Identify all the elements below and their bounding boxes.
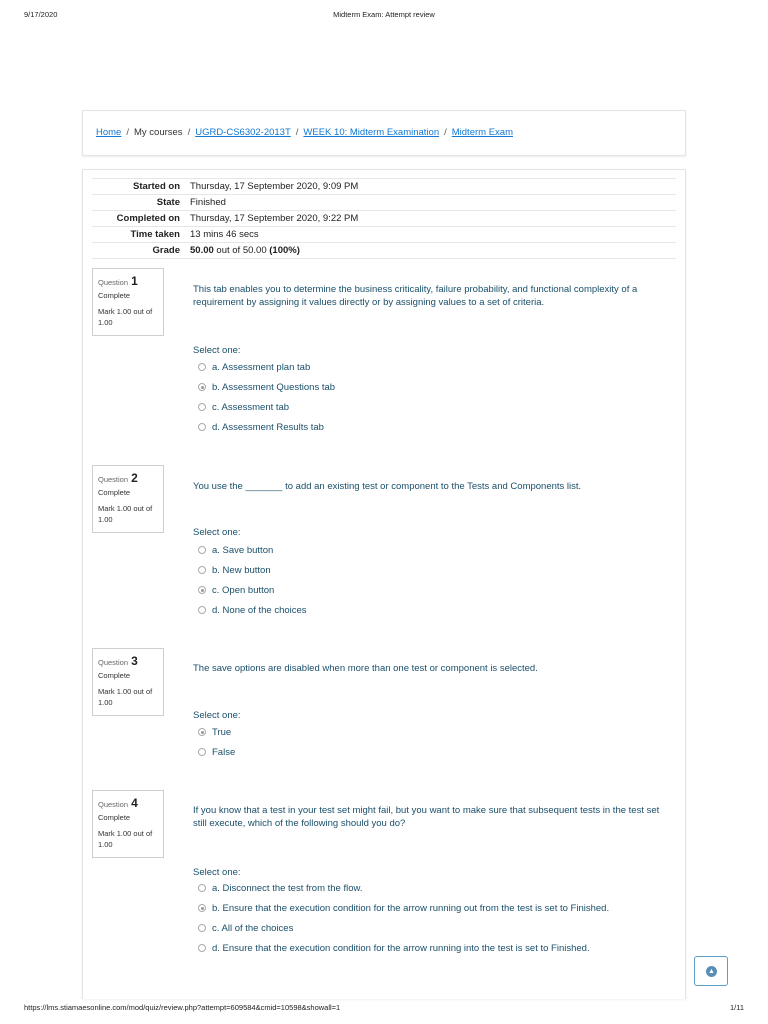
answer-option-label: True [212, 727, 232, 738]
radio-checked-icon[interactable] [198, 904, 206, 912]
answer-option[interactable] [198, 883, 363, 894]
breadcrumb-exam-link[interactable]: Midterm Exam [451, 127, 513, 138]
answer-option[interactable] [198, 402, 289, 413]
question-number-value: 3 [131, 654, 138, 668]
question-text-4: If you know that a test in your test set might fail, but you want to make sure that subsequent tests in the test set still execute, which of the following should you do? [193, 805, 660, 829]
answer-option[interactable] [198, 923, 293, 934]
attempt-summary-table [92, 178, 676, 259]
answer-option-label: a. Save button [212, 545, 274, 556]
print-title: Midterm Exam: Attempt review [333, 10, 435, 19]
print-footer [24, 1003, 744, 1015]
question-info-2 [92, 465, 164, 533]
select-one-label: Select one: [193, 527, 241, 538]
radio-icon[interactable] [198, 423, 206, 431]
scroll-to-top-button[interactable] [694, 956, 728, 986]
breadcrumb-course-link[interactable]: UGRD-CS6302-2013T [195, 127, 291, 138]
chevron-up-icon: ▲ [706, 966, 717, 977]
completed-on-label: Completed on [92, 211, 190, 227]
radio-icon[interactable] [198, 566, 206, 574]
answer-option[interactable] [198, 903, 609, 914]
started-on-label: Started on [92, 179, 190, 195]
answer-option-label: b. New button [212, 565, 271, 576]
radio-checked-icon[interactable] [198, 383, 206, 391]
answer-option[interactable] [198, 565, 271, 576]
question-text-1: This tab enables you to determine the business criticality, failure probability, and functional complexity of a requirement by assigning it values directly or by assigning values to a set of criteria. [193, 284, 638, 308]
breadcrumb-separator: / [187, 127, 191, 138]
select-one-label: Select one: [193, 710, 241, 721]
question-state: Complete [98, 671, 131, 680]
summary-row-grade [92, 243, 676, 259]
answer-option-label: a. Disconnect the test from the flow. [212, 883, 363, 894]
summary-row-completed [92, 211, 676, 227]
summary-row-started [92, 179, 676, 195]
question-number [98, 274, 158, 288]
question-info-3 [92, 648, 164, 716]
question-number [98, 796, 158, 810]
answer-option-label: c. Assessment tab [212, 402, 290, 413]
answer-option[interactable] [198, 545, 273, 556]
question-text-3: The save options are disabled when more than one test or component is selected. [193, 663, 538, 674]
radio-icon[interactable] [198, 884, 206, 892]
question-mark: Mark 1.00 out of 1.00 [98, 687, 153, 707]
question-number [98, 471, 158, 485]
time-taken-label: Time taken [92, 227, 190, 243]
summary-row-state [92, 195, 676, 211]
answer-option[interactable] [198, 605, 307, 616]
answer-option[interactable] [198, 382, 335, 393]
summary-row-time [92, 227, 676, 243]
answer-option-label: d. Assessment Results tab [212, 422, 324, 433]
started-on-value: Thursday, 17 September 2020, 9:09 PM [190, 179, 676, 195]
question-text-2: You use the _______ to add an existing test or component to the Tests and Components list. [193, 481, 582, 492]
answer-option-label: d. None of the choices [212, 605, 307, 616]
breadcrumb-separator: / [295, 127, 299, 138]
grade-out-of: out of 50.00 [213, 245, 270, 256]
question-number [98, 654, 158, 668]
question-number-value: 1 [131, 274, 138, 288]
radio-icon[interactable] [198, 748, 206, 756]
question-label: Question [98, 800, 129, 809]
question-info-4 [92, 790, 164, 858]
answer-option-label: c. All of the choices [212, 923, 294, 934]
time-taken-value: 13 mins 46 secs [190, 227, 676, 243]
breadcrumb-box [82, 110, 686, 156]
breadcrumb-separator: / [126, 127, 129, 138]
state-label: State [92, 195, 190, 211]
grade-label: Grade [92, 243, 190, 259]
answer-option-label: b. Ensure that the execution condition for the arrow running out from the test is set to Finished. [212, 903, 610, 914]
select-one-label: Select one: [193, 345, 241, 356]
answer-option-label: a. Assessment plan tab [212, 362, 311, 373]
radio-icon[interactable] [198, 403, 206, 411]
radio-icon[interactable] [198, 944, 206, 952]
radio-icon[interactable] [198, 546, 206, 554]
question-number-value: 2 [131, 471, 138, 485]
answer-option-label: False [212, 747, 236, 758]
question-mark: Mark 1.00 out of 1.00 [98, 504, 153, 524]
answer-option[interactable] [198, 747, 235, 758]
state-value: Finished [190, 195, 676, 211]
answer-option[interactable] [198, 727, 231, 738]
print-page-number: 1/11 [729, 1003, 744, 1012]
answer-option[interactable] [198, 422, 324, 433]
question-info-1 [92, 268, 164, 336]
print-date: 9/17/2020 [24, 10, 58, 19]
answer-option-label: c. Open button [212, 585, 275, 596]
breadcrumb-my-courses: My courses [133, 127, 183, 138]
radio-checked-icon[interactable] [198, 728, 206, 736]
answer-option[interactable] [198, 362, 310, 373]
grade-percent: (100%) [269, 245, 300, 256]
radio-icon[interactable] [198, 606, 206, 614]
question-state: Complete [98, 813, 131, 822]
answer-option-label: d. Ensure that the execution condition for the arrow running into the test is set to Finished. [212, 943, 590, 954]
radio-icon[interactable] [198, 363, 206, 371]
breadcrumb [96, 127, 513, 138]
question-mark: Mark 1.00 out of 1.00 [98, 829, 153, 849]
question-number-value: 4 [131, 796, 138, 810]
question-label: Question [98, 475, 129, 484]
select-one-label: Select one: [193, 867, 241, 878]
question-state: Complete [98, 291, 131, 300]
answer-option[interactable] [198, 943, 590, 954]
grade-value [190, 243, 676, 259]
grade-score: 50.00 [190, 245, 214, 256]
completed-on-value: Thursday, 17 September 2020, 9:22 PM [190, 211, 676, 227]
print-url: https://lms.stiamaesonline.com/mod/quiz/review.php?attempt=609584&cmid=10598&showall=1 [24, 1003, 341, 1012]
breadcrumb-separator: / [444, 127, 447, 138]
answer-option-label: b. Assessment Questions tab [212, 382, 336, 393]
radio-checked-icon[interactable] [198, 586, 206, 594]
radio-icon[interactable] [198, 924, 206, 932]
breadcrumb-home-link[interactable]: Home [96, 127, 122, 138]
answer-option[interactable] [198, 585, 274, 596]
question-mark: Mark 1.00 out of 1.00 [98, 307, 153, 327]
question-state: Complete [98, 488, 131, 497]
breadcrumb-week-link[interactable]: WEEK 10: Midterm Examination [303, 127, 440, 138]
print-header [24, 10, 744, 22]
question-label: Question [98, 658, 129, 667]
question-label: Question [98, 278, 129, 287]
